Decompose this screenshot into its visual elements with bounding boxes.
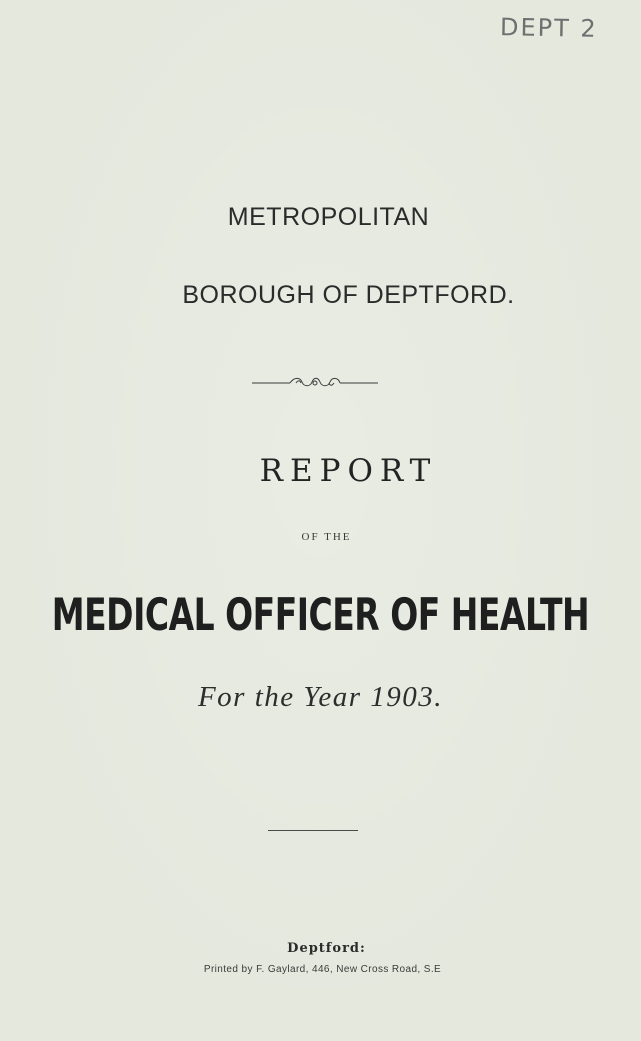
report-heading: REPORT bbox=[259, 453, 438, 489]
title-line-2: BOROUGH OF DEPTFORD. bbox=[182, 281, 515, 309]
divider-rule bbox=[268, 830, 358, 831]
title-line-1: METROPOLITAN bbox=[227, 203, 430, 231]
of-the-label: OF THE bbox=[301, 531, 352, 543]
year-line: For the Year 1903. bbox=[197, 681, 444, 713]
handwritten-annotation: DEPT 2 bbox=[499, 13, 598, 43]
imprint-printer: Printed by F. Gaylard, 446, New Cross Road, S.E bbox=[203, 964, 442, 975]
imprint-place: Deptford: bbox=[287, 941, 366, 956]
ornament-divider bbox=[250, 370, 380, 396]
subject-heading: MEDICAL OFFICER OF HEALTH bbox=[51, 588, 590, 641]
